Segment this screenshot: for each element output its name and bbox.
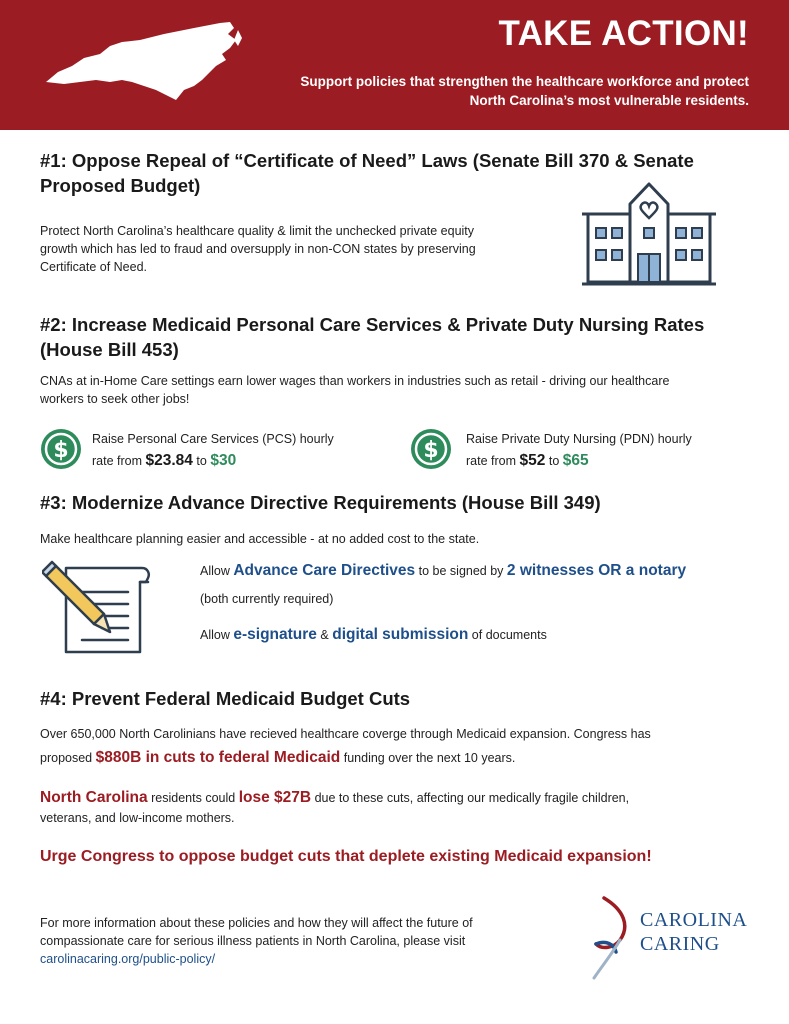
pdn-old-rate: $52: [519, 452, 546, 469]
svg-text:$: $: [423, 438, 439, 463]
section2-body: CNAs at in-Home Care settings earn lower wages than workers in industries such as retail - driving our healthcare workers to seek other jobs!: [40, 374, 670, 406]
carolina-caring-logo: [590, 896, 750, 980]
section1-heading: #1: Oppose Repeal of “Certificate of Need” Laws (Senate Bill 370 & Senate Proposed Budget): [40, 150, 694, 196]
advance-directive-item-2: Allow e-signature & digital submission of documents: [200, 626, 547, 643]
pdn-new-rate: $65: [562, 452, 589, 469]
pcs-old-rate: $23.84: [145, 452, 193, 469]
section4-paragraph-2: North Carolina residents could lose $27B due to these cuts, affecting our medically fragile children, veterans, and low-income mothers.: [40, 789, 630, 825]
section3-heading: #3: Modernize Advance Directive Requirements (House Bill 349): [40, 492, 601, 513]
section2-heading: #2: Increase Medicaid Personal Care Services & Private Duty Nursing Rates (House Bill 453): [40, 314, 705, 360]
logo-line-2: CARING: [640, 933, 720, 955]
hospital-icon: [580, 178, 718, 294]
urge-congress-callout: Urge Congress to oppose budget cuts that deplete existing Medicaid expansion!: [40, 848, 652, 865]
section1-body: Protect North Carolina’s healthcare quality & limit the unchecked private equity growth which has led to fraud and oversupply in non-CON states by preserving Certificate of Need.: [40, 224, 476, 274]
section4-heading: #4: Prevent Federal Medicaid Budget Cuts: [40, 688, 411, 709]
pdn-rate-block: Raise Private Duty Nursing (PDN) hourly rate from $52 to $65: [466, 432, 692, 469]
dollar-icon: [40, 428, 82, 470]
north-carolina-map-icon: [44, 20, 244, 102]
pcs-new-rate: $30: [210, 452, 237, 469]
header-title: TAKE ACTION!: [498, 14, 749, 53]
public-policy-link[interactable]: carolinacaring.org/public-policy/: [40, 952, 216, 966]
carolina-caring-logo-icon: [590, 896, 638, 980]
advance-directive-note: (both currently required): [200, 592, 334, 606]
section3-body: Make healthcare planning easier and accessible - at no added cost to the state.: [40, 532, 480, 546]
header-subtitle: Support policies that strengthen the healthcare workforce and protect North Carolina’s most vulnerable residents.: [300, 74, 749, 108]
header-banner: [0, 0, 789, 130]
svg-text:$: $: [53, 438, 69, 463]
section4-paragraph-1: Over 650,000 North Carolinians have recieved healthcare coverge through Medicaid expansion. Congress has proposed $880B in cuts to federal Medicaid funding over the next 10 years.: [40, 727, 651, 766]
pcs-rate-block: Raise Personal Care Services (PCS) hourly rate from $23.84 to $30: [92, 432, 334, 469]
pencil-document-icon: [42, 560, 154, 660]
footer-info: For more information about these policies and how they will affect the future of compassionate care for serious illness patients in North Carolina, please visit carolinacaring.org/public-policy/: [40, 916, 473, 966]
logo-line-1: CAROLINA: [640, 909, 748, 931]
dollar-icon: [410, 428, 452, 470]
advance-directive-item-1: Allow Advance Care Directives to be signed by 2 witnesses OR a notary: [200, 562, 687, 579]
